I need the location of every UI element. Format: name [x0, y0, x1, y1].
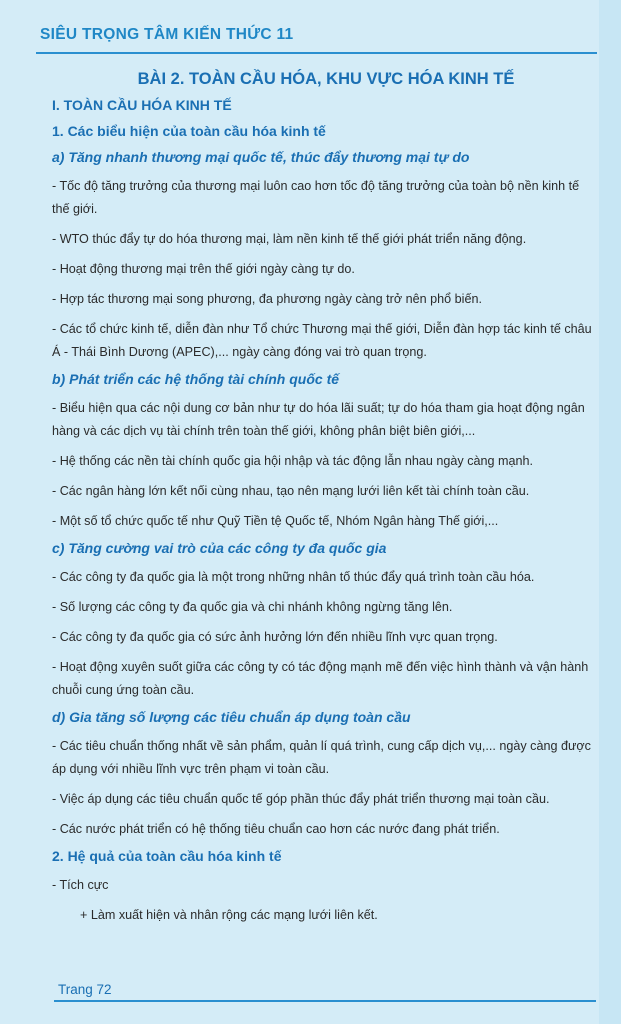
list-item: - Các công ty đa quốc gia là một trong những nhân tố thúc đẩy quá trình toàn cầu hóa. — [52, 570, 535, 584]
list-item: - Hoạt động thương mại trên thế giới ngày càng tự do. — [52, 262, 355, 276]
list-item: - Hệ thống các nền tài chính quốc gia hội nhập và tác động lẫn nhau ngày càng mạnh. — [52, 454, 534, 468]
list-item: - Biểu hiện qua các nội dung cơ bản như tự do hóa lãi suất; tự do hóa tham gia hoạt động ngân hàng và các dịch vụ tài chính trên toàn thế giới, không phân biệt biên giới,... — [52, 401, 585, 438]
list-item: - Hoạt động xuyên suốt giữa các công ty có tác động mạnh mẽ đến việc hình thành và vận hành chuỗi cung ứng toàn cầu. — [52, 660, 589, 697]
list-item: - Các công ty đa quốc gia có sức ảnh hưởng lớn đến nhiều lĩnh vực quan trọng. — [52, 630, 498, 644]
list-item: - Các ngân hàng lớn kết nối cùng nhau, tạo nên mạng lưới liên kết tài chính toàn cầu. — [52, 484, 530, 498]
list-item: - Một số tổ chức quốc tế như Quỹ Tiền tệ Quốc tế, Nhóm Ngân hàng Thế giới,... — [52, 514, 499, 528]
list-item: - WTO thúc đẩy tự do hóa thương mại, làm nền kinh tế thế giới phát triển năng động. — [52, 232, 527, 246]
page-number: Trang 72 — [58, 982, 112, 997]
list-item: - Số lượng các công ty đa quốc gia và chi nhánh không ngừng tăng lên. — [52, 600, 453, 614]
list-item: - Các tiêu chuẩn thống nhất về sản phẩm, quản lí quá trình, cung cấp dịch vụ,... ngày càng được áp dụng với nhiều lĩnh vực trên phạm vi toàn cầu. — [52, 739, 591, 776]
topic-heading-c: c) Tăng cường vai trò của các công ty đa quốc gia — [52, 540, 387, 556]
page-content — [52, 66, 600, 934]
book-header-title: SIÊU TRỌNG TÂM KIẾN THỨC 11 — [40, 26, 294, 43]
list-item: - Hợp tác thương mại song phương, đa phương ngày càng trở nên phổ biến. — [52, 292, 482, 306]
topic-heading-d: d) Gia tăng số lượng các tiêu chuẩn áp dụng toàn cầu — [52, 709, 411, 725]
lesson-title: BÀI 2. TOÀN CẦU HÓA, KHU VỰC HÓA KINH TẾ — [137, 70, 515, 88]
subsection-heading-2: 2. Hệ quả của toàn cầu hóa kinh tế — [52, 848, 282, 864]
section-heading: I. TOÀN CẦU HÓA KINH TẾ — [52, 97, 232, 113]
list-item: - Các nước phát triển có hệ thống tiêu chuẩn cao hơn các nước đang phát triển. — [52, 822, 500, 836]
list-item: - Việc áp dụng các tiêu chuẩn quốc tế góp phần thúc đẩy phát triển thương mại toàn cầu. — [52, 792, 550, 806]
list-item: - Tích cực — [52, 878, 109, 892]
footer-divider — [54, 1000, 596, 1002]
list-item: - Các tổ chức kinh tế, diễn đàn như Tổ chức Thương mại thế giới, Diễn đàn hợp tác kinh tế châu Á - Thái Bình Dương (APEC),... ngày càng đóng vai trò quan trọng. — [52, 322, 592, 359]
list-subitem: + Làm xuất hiện và nhân rộng các mạng lưới liên kết. — [80, 908, 378, 922]
subsection-heading-1: 1. Các biểu hiện của toàn cầu hóa kinh tế — [52, 123, 326, 139]
topic-heading-a: a) Tăng nhanh thương mại quốc tế, thúc đẩy thương mại tự do — [52, 149, 470, 165]
page-edge-strip — [599, 0, 621, 1024]
header-divider — [36, 52, 597, 54]
list-item: - Tốc độ tăng trưởng của thương mại luôn cao hơn tốc độ tăng trưởng của toàn bộ nền kinh tế thế giới. — [52, 179, 580, 216]
topic-heading-b: b) Phát triển các hệ thống tài chính quốc tế — [52, 371, 340, 387]
